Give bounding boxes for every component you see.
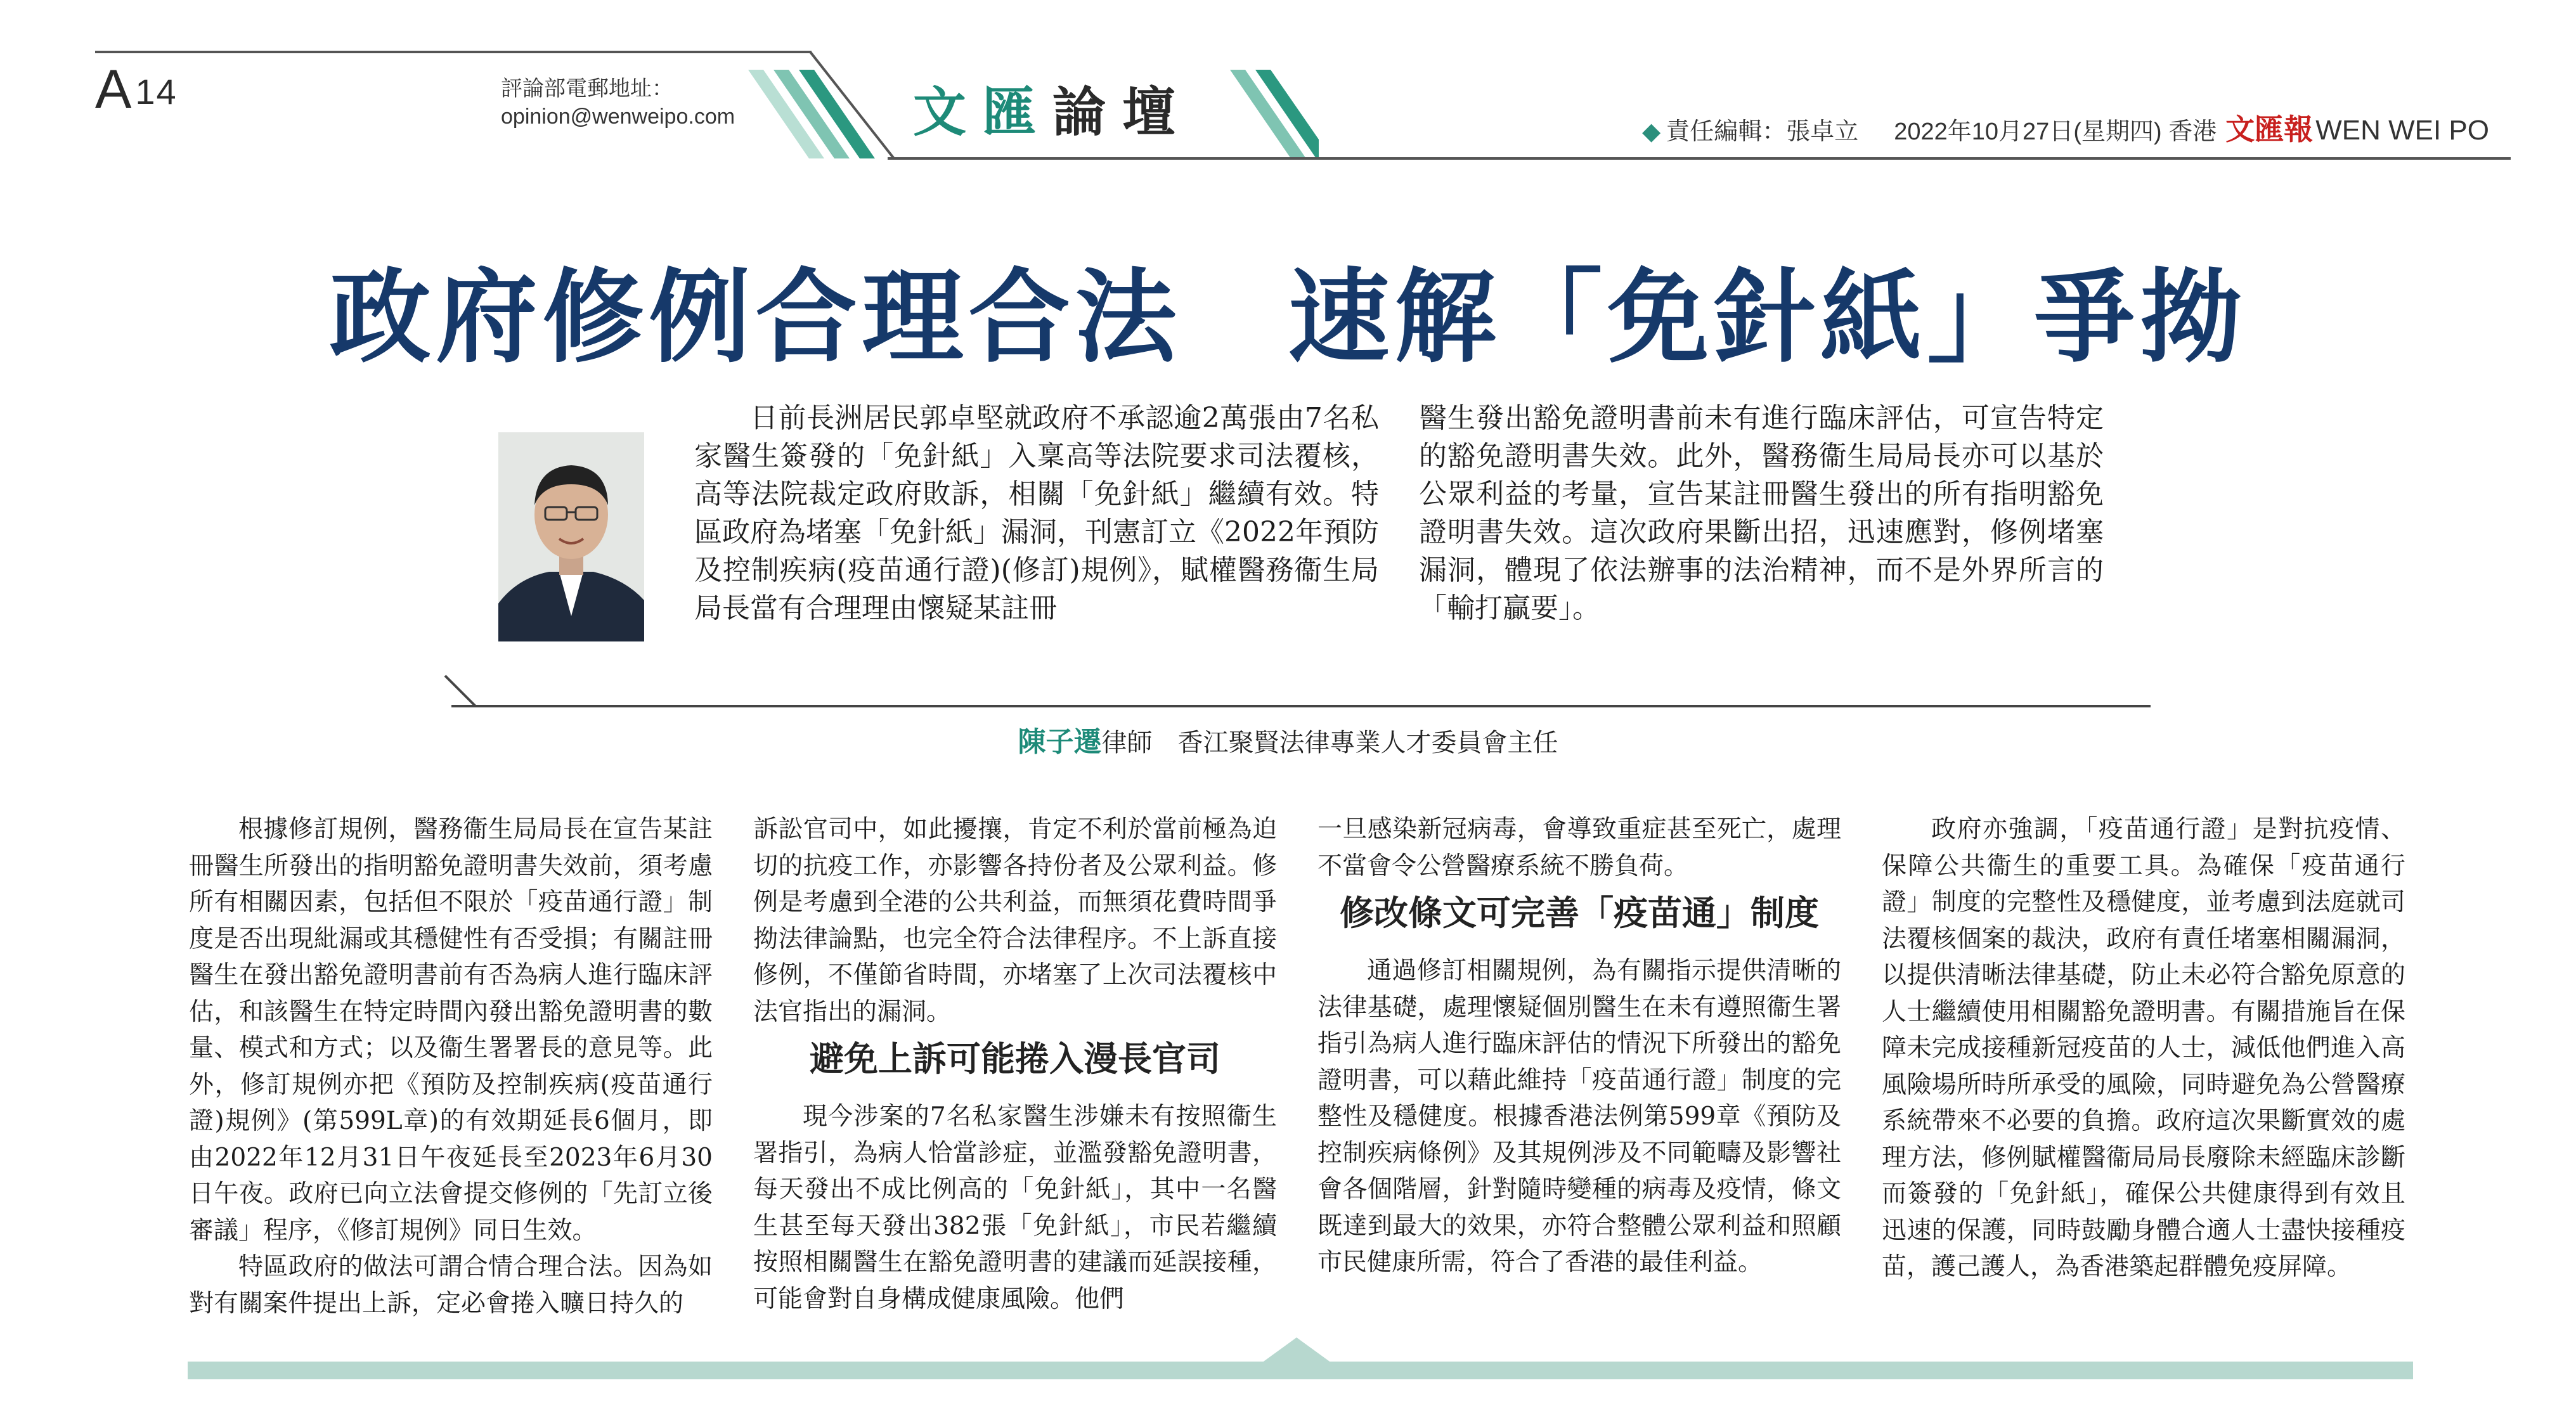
paragraph: 特區政府的做法可謂合情合理合法。因為如對有關案件提出上訴，定必會捲入曠日持久的 [189,1253,713,1318]
body-column-2 [753,811,1277,1317]
body-column-3 [1317,811,1841,1281]
header-rule [95,51,742,53]
paragraph: 政府亦強調，「疫苗通行證」是對抗疫情、保障公共衞生的重要工具。為確保「疫苗通行證」制度的完整性及穩健度，並考慮到法庭就司法覆核個案的裁決，政府有責任堵塞相關漏洞，以提供清晰法律基礎，防止未必符合豁免原意的人士繼續使用相關豁免證明書。有關措施旨在保障未完成接種新冠疫苗的人士，減低他們進入高風險場所時所承受的風險，同時避免為公營醫療系統帶來不必要的負擔。政府這次果斷實效的處理方法，修例賦權醫衞局局長廢除未經臨床診斷而簽發的「免針紙」，確保公共健康得到有效且迅速的保護，同時鼓勵身體合適人士盡快接種疫苗，護己護人，為香港築起群體免疫屏障。 [1882,815,2405,1281]
intro-column-2 [1419,399,2104,628]
paragraph: 根據修訂規例，醫務衞生局局長在宣告某註冊醫生所發出的指明豁免證明書失效前，須考慮所有相關因素，包括但不限於「疫苗通行證」制度是否出現紕漏或其穩健性有否受損；有關註冊醫生在發出豁免證明書前有否為病人進行臨床評估，和該醫生在特定時間內發出豁免證明書的數量、模式和方式；以及衞生署署長的意見等。此外，修訂規例亦把《預防及控制疾病(疫苗通行證)規例》(第599L章)的有效期延長6個月，即由2022年12月31日午夜延長至2023年6月30日午夜。政府已向立法會提交修例的「先訂立後審議」程序，《修訂規例》同日生效。 [189,815,713,1245]
author-title: 律師 香江聚賢法律專業人才委員會主任 [1101,729,1558,757]
email-label: 評論部電郵地址： [501,77,673,101]
header-rule-diagonal [735,51,900,160]
body-column-1 [189,811,713,1322]
intro-divider [451,705,2151,707]
email-block [501,75,735,131]
author-portrait-icon [498,432,644,641]
issue-date: 2022年10月27日(星期四) [1894,119,2162,145]
editor-date-line [1642,106,2489,148]
author-name: 陳子遷 [1018,726,1102,758]
intro-paragraph: 日前長洲居民郭卓堅就政府不承認逾2萬張由7名私家醫生簽發的「免針紙」入稟高等法院要求司法覆核，高等法院裁定政府敗訴，相關「免針紙」繼續有效。特區政府為堵塞「免針紙」漏洞，刊憲訂立《2022年預防及控制疾病(疫苗通行證)(修訂)規例》，賦權醫務衞生局局長當有合理理由懷疑某註冊 [694,402,1379,624]
subheading: 避免上訴可能捲入漫長官司 [810,1039,1220,1079]
paragraph: 現今涉案的7名私家醫生涉嫌未有按照衞生署指引，為病人恰當診症，並濫發豁免證明書，每天發出不成比例高的「免針紙」，其中一名醫生甚至每天發出382張「免針紙」，市民若繼續按照相關醫生在豁免證明書的建議而延誤接種，可能會對自身構成健康風險。他們 [753,1102,1277,1313]
paragraph: 通過修訂相關規例，為有關指示提供清晰的法律基礎，處理懷疑個別醫生在未有遵照衞生署指引為病人進行臨床評估的情況下所發出的豁免證明書，可以藉此維持「疫苗通行證」制度的完整性及穩健度。根據香港法例第599章《預防及控制疾病條例》及其規例涉及不同範疇及影響社會各個階層，針對隨時變種的病毒及疫情，條文既達到最大的效果，亦符合整體公眾利益和照顧市民健康所需，符合了香港的最佳利益。 [1317,957,1841,1277]
page-number: A14 [95,59,178,120]
headline: 政府修例合理合法 速解「免針紙」爭拗 [329,257,2247,377]
footer-bar [188,1362,2413,1379]
paragraph: 一旦感染新冠病毒，會導致重症甚至死亡，處理不當會令公營醫療系統不勝負荷。 [1317,815,1841,880]
intro-paragraph: 醫生發出豁免證明書前未有進行臨床評估，可宣告特定的豁免證明書失效。此外，醫務衞生局局長亦可以基於公眾利益的考量，宣告某註冊醫生發出的所有指明豁免證明書失效。這次政府果斷出招，迅速應對，修例堵塞漏洞，體現了依法辦事的法治精神，而不是外界所言的「輸打贏要」。 [1419,402,2104,624]
body-column-4 [1882,811,2405,1285]
paragraph: 訴訟官司中，如此擾攘，肯定不利於當前極為迫切的抗疫工作，亦影響各持份者及公眾利益。修例是考慮到全港的公共利益，而無須花費時間爭拗法律論點，也完全符合法律程序。不上訴直接修例，不僅節省時間，亦堵塞了上次司法覆核中法官指出的漏洞。 [753,815,1277,1026]
header-rule-right [888,157,2511,160]
city: 香港 [2168,119,2217,145]
subheading: 修改條文可完善「疫苗通」制度 [1340,893,1819,933]
author-photo [498,432,644,641]
editor: 責任編輯：張卓立 [1666,119,1859,145]
section-title: 文匯論壇 [913,81,1193,143]
byline [0,719,2576,759]
email-address[interactable]: opinion@wenweipo.com [501,105,735,129]
diamond-icon: ◆ [1642,119,1661,145]
intro-column-1 [694,399,1379,628]
footer-arrow-icon [1262,1337,1331,1363]
paper-logo-cn: 文匯報 [2225,112,2314,146]
paper-logo-en: WEN WEI PO [2315,115,2489,146]
